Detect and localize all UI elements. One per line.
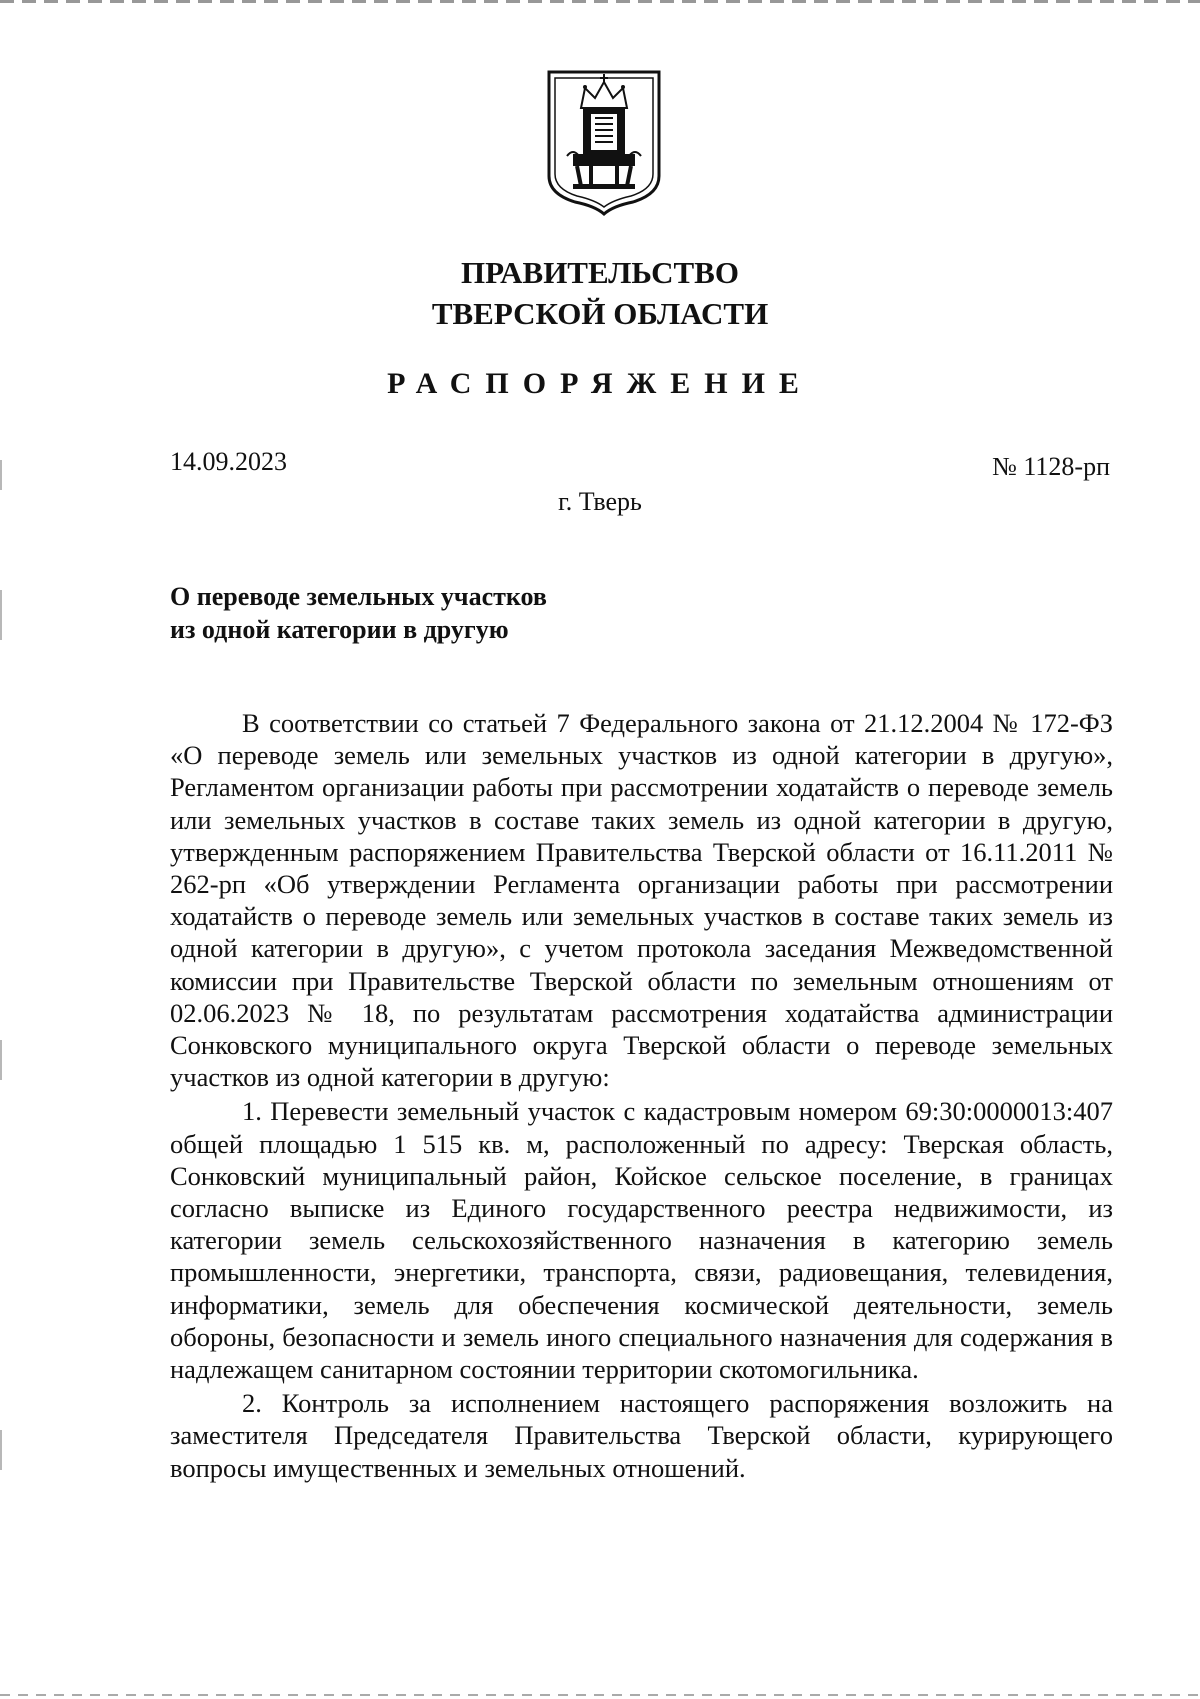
scan-edge-mark <box>0 590 2 640</box>
order-item-1: 1. Перевести земельный участок с кадастровым номером 69:30:0000013:407 общей площадью 1 515 кв. м, расположенный по адресу: Тверская область, Сонковский муниципальный район, Койское сельское поселение, в границах согласно выписке из Единого государственного реестра недвижимости, из категории земель сельскохозяйственного назначения в категорию земель промышленности, энергетики, транспорта, связи, радиовещания, телевидения, информатики, земель для обеспечения космической деятельности, земель обороны, безопасности и земель иного специального назначения для содержания в надлежащем санитарном состоянии территории скотомогильника. <box>170 1096 1113 1385</box>
subject-line2: из одной категории в другую <box>170 615 509 644</box>
government-title <box>0 252 1200 334</box>
preamble-paragraph: В соответствии со статьей 7 Федерального закона от 21.12.2004 № 172-ФЗ «О переводе земель или земельных участков из одной категории в другую», Регламентом организации работы при рассмотрении ходатайств о переводе земель или земельных участков в составе таких земель из одной категории в другую, утвержденным распоряжением Правительства Тверской области от 16.11.2011 № 262-рп «Об утверждении Регламента организации работы при рассмотрении ходатайств о переводе земель или земельных участков в составе таких земель из одной категории в другую», с учетом протокола заседания Межведомственной комиссии при Правительстве Тверской области по земельным отношениям от 02.06.2023 № 18, по результатам рассмотрения ходатайства администрации Сонковского муниципального округа Тверской области о переводе земельных участков из одной категории в другую: <box>170 708 1113 1093</box>
tver-coat-of-arms-icon <box>543 68 665 216</box>
subject-line1: О переводе земельных участков <box>170 582 547 611</box>
scan-edge-mark <box>0 460 2 490</box>
order-item-2: 2. Контроль за исполнением настоящего распоряжения возложить на заместителя Председателя Правительства Тверской области, курирующего вопросы имущественных и земельных отношений. <box>170 1388 1113 1483</box>
document-body <box>170 707 1113 1484</box>
scan-edge-top <box>0 0 1200 3</box>
scan-edge-mark <box>0 1040 2 1080</box>
document-city: г. Тверь <box>558 487 642 516</box>
scan-edge-bottom <box>0 1694 1200 1696</box>
scan-edge-mark <box>0 1430 2 1470</box>
document-date: 14.09.2023 <box>170 447 287 476</box>
document-type: РАСПОРЯЖЕНИЕ <box>387 367 813 400</box>
government-title-line2: ТВЕРСКОЙ ОБЛАСТИ <box>431 296 769 331</box>
government-title-line1: ПРАВИТЕЛЬСТВО <box>461 255 739 290</box>
document-subject <box>170 580 547 646</box>
document-number: № 1128-рп <box>992 452 1110 481</box>
